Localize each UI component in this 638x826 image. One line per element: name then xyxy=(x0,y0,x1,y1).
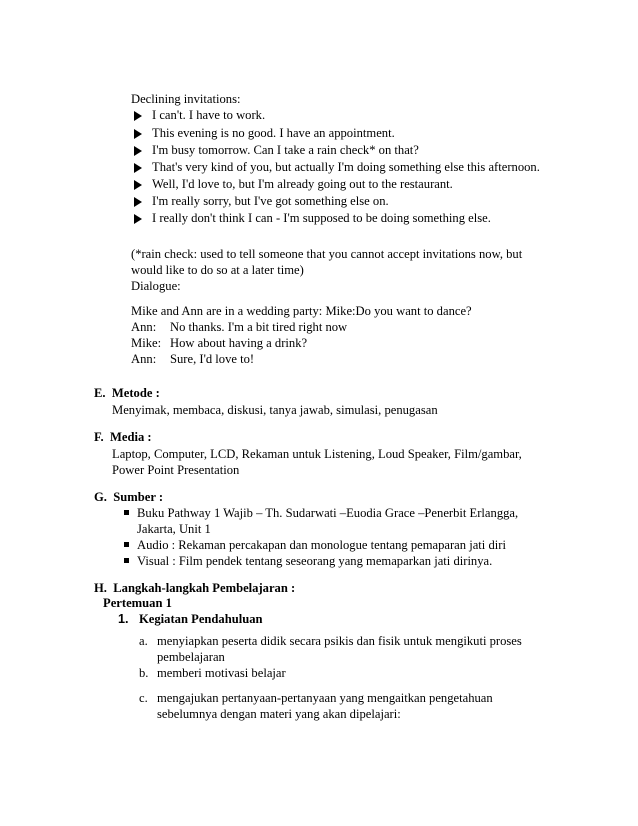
section-h-heading xyxy=(94,580,295,596)
section-e-title: Metode : xyxy=(111,386,160,400)
step-item-b: memberi motivasi belajar xyxy=(157,666,286,680)
list-letter: c. xyxy=(139,691,148,705)
dialogue-speaker: Mike: xyxy=(131,336,162,350)
section-g-letter: G. xyxy=(94,490,107,504)
declining-item: I really don't think I can - I'm supposed to be doing something else. xyxy=(152,211,491,225)
declining-item: This evening is no good. I have an appointment. xyxy=(152,126,395,140)
step-item-a-line1: menyiapkan peserta didik secara psikis dan fisik untuk mengikuti proses xyxy=(157,634,522,648)
step-number: 1. xyxy=(118,612,129,626)
dialogue-label: Dialogue: xyxy=(131,279,181,293)
list-letter: a. xyxy=(139,634,148,648)
declining-item: I'm really sorry, but I've got something else on. xyxy=(152,194,389,208)
section-h-letter: H. xyxy=(94,581,107,595)
section-e-letter: E. xyxy=(94,386,106,400)
section-g-title: Sumber : xyxy=(113,490,164,504)
arrow-bullet-icon xyxy=(134,129,142,139)
source-item-3: Visual : Film pendek tentang seseorang yang memaparkan jati dirinya. xyxy=(137,554,493,568)
dialogue-speaker: Ann: xyxy=(131,320,157,334)
declining-item: Well, I'd love to, but I'm already going out to the restaurant. xyxy=(152,177,453,191)
source-item-1-line1: Buku Pathway 1 Wajib – Th. Sudarwati –Euodia Grace –Penerbit Erlangga, xyxy=(137,506,519,520)
arrow-bullet-icon xyxy=(134,111,142,121)
section-e-body: Menyimak, membaca, diskusi, tanya jawab, simulasi, penugasan xyxy=(112,403,438,417)
arrow-bullet-icon xyxy=(134,197,142,207)
step-item-a-line2: pembelajaran xyxy=(157,650,225,664)
declining-item: I can't. I have to work. xyxy=(152,108,266,122)
step-title: Kegiatan Pendahuluan xyxy=(139,612,263,626)
section-g-heading xyxy=(94,489,163,505)
meeting-label: Pertemuan 1 xyxy=(103,596,172,610)
dialogue-line: Sure, I'd love to! xyxy=(170,352,255,366)
square-bullet-icon xyxy=(124,510,129,515)
declining-item: I'm busy tomorrow. Can I take a rain check* on that? xyxy=(152,143,419,157)
declining-item: That's very kind of you, but actually I'm doing something else this afternoon. xyxy=(152,160,540,174)
section-f-letter: F. xyxy=(94,430,104,444)
dialogue-line: How about having a drink? xyxy=(170,336,308,350)
section-f-heading xyxy=(94,429,152,445)
section-h-title: Langkah-langkah Pembelajaran : xyxy=(113,581,296,595)
section-f-body-line2: Power Point Presentation xyxy=(112,463,240,477)
rain-check-note-line2: would like to do so at a later time) xyxy=(131,263,304,277)
source-item-1-line2: Jakarta, Unit 1 xyxy=(137,522,211,536)
step-item-c-line1: mengajukan pertanyaan-pertanyaan yang mengaitkan pengetahuan xyxy=(157,691,493,705)
rain-check-note-line1: (*rain check: used to tell someone that you cannot accept invitations now, but xyxy=(131,247,523,261)
dialogue-line: No thanks. I'm a bit tired right now xyxy=(170,320,348,334)
arrow-bullet-icon xyxy=(134,163,142,173)
dialogue-intro: Mike and Ann are in a wedding party: Mike:Do you want to dance? xyxy=(131,304,472,318)
arrow-bullet-icon xyxy=(134,146,142,156)
section-e-heading xyxy=(94,385,160,401)
declining-title: Declining invitations: xyxy=(131,92,241,106)
list-letter: b. xyxy=(139,666,149,680)
dialogue-speaker: Ann: xyxy=(131,352,157,366)
section-f-title: Media : xyxy=(109,430,152,444)
square-bullet-icon xyxy=(124,542,129,547)
arrow-bullet-icon xyxy=(134,180,142,190)
arrow-bullet-icon xyxy=(134,214,142,224)
step-item-c-line2: sebelumnya dengan materi yang akan dipelajari: xyxy=(157,707,401,721)
section-f-body-line1: Laptop, Computer, LCD, Rekaman untuk Listening, Loud Speaker, Film/gambar, xyxy=(112,447,522,461)
square-bullet-icon xyxy=(124,558,129,563)
source-item-2: Audio : Rekaman percakapan dan monologue tentang pemaparan jati diri xyxy=(137,538,506,552)
